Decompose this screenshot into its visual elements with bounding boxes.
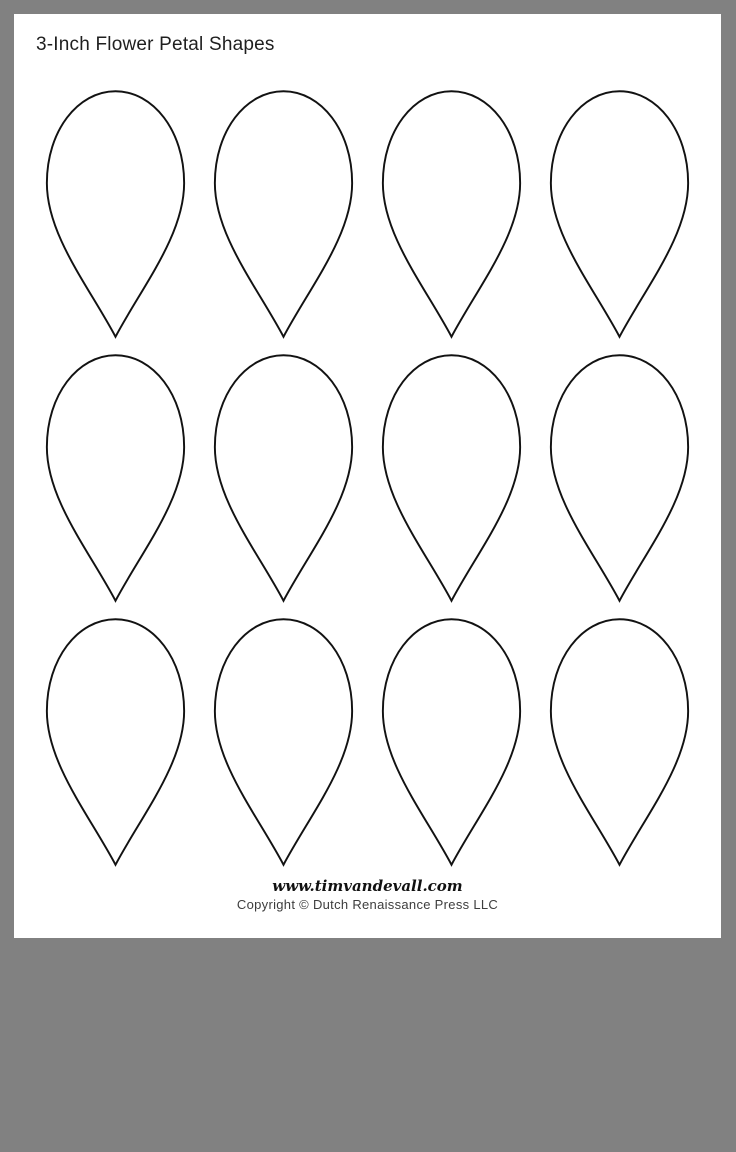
page-title: 3-Inch Flower Petal Shapes — [36, 34, 275, 55]
page-footer — [14, 876, 721, 914]
petal-shape — [211, 352, 356, 604]
petal-shape — [379, 352, 524, 604]
petal-shape — [547, 88, 692, 340]
petal-shape — [547, 352, 692, 604]
petal-shape — [547, 616, 692, 868]
website-url: www.timvandevall.com — [272, 877, 463, 895]
copyright-notice: Copyright © Dutch Renaissance Press LLC — [236, 897, 499, 913]
petal-shape — [43, 352, 188, 604]
petal-grid — [14, 88, 721, 868]
petal-shape — [379, 616, 524, 868]
petal-shape — [211, 616, 356, 868]
petal-shape — [211, 88, 356, 340]
petal-shape — [43, 616, 188, 868]
petal-shape — [43, 88, 188, 340]
petal-shape — [379, 88, 524, 340]
printable-template-page — [14, 14, 721, 938]
